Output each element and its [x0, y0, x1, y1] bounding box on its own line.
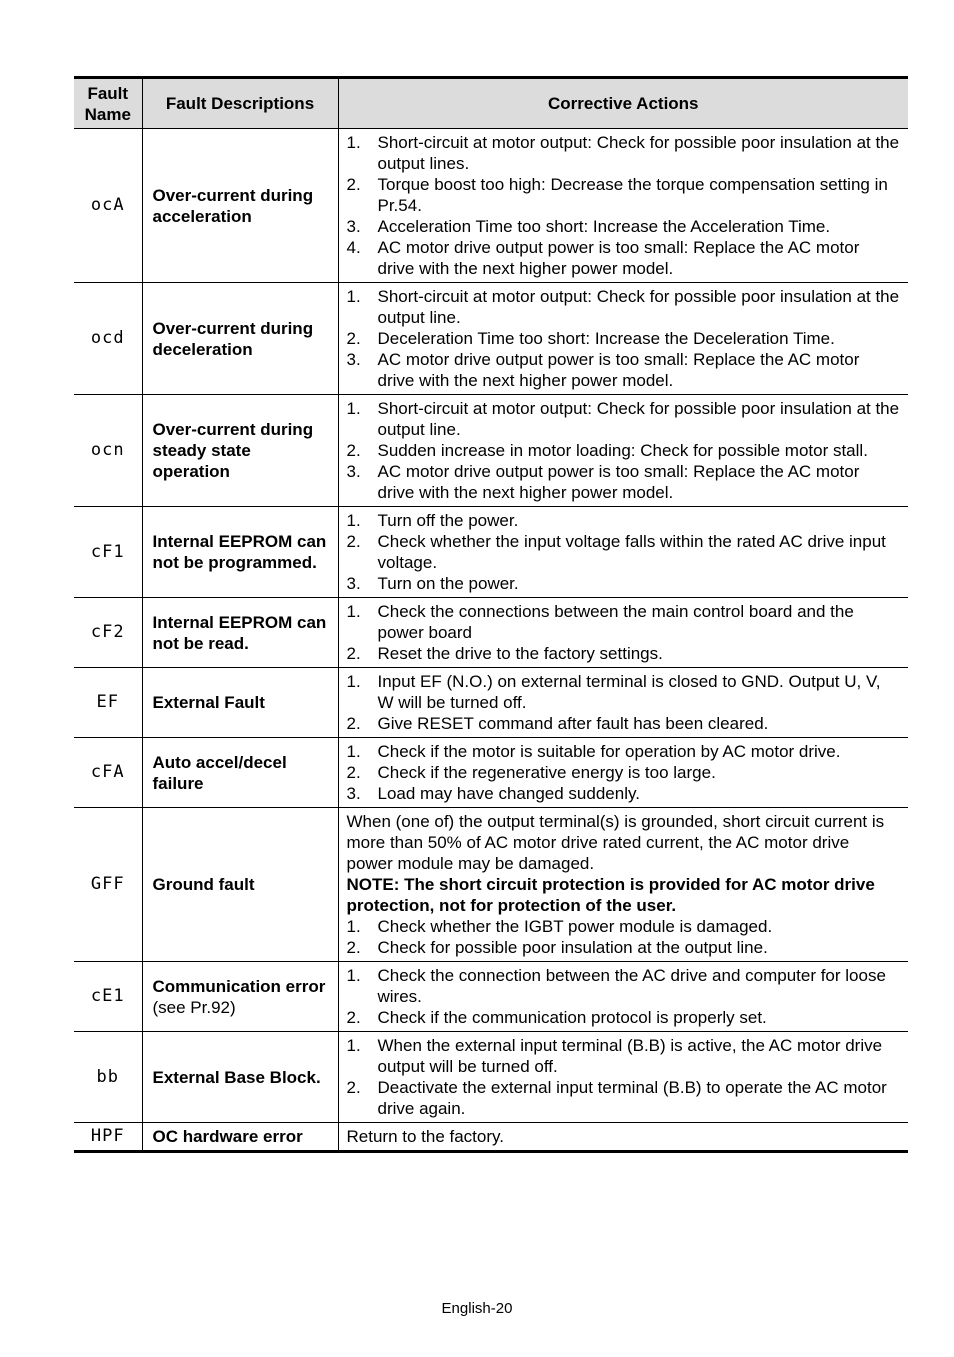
corrective-actions [338, 507, 908, 598]
fault-code: bb [74, 1032, 142, 1123]
action-number: 1. [346, 602, 361, 621]
corrective-actions [338, 962, 908, 1032]
fault-description [142, 808, 338, 962]
action-number: 3. [346, 784, 361, 803]
action-text: Check the connections between the main control board and the power board [377, 602, 854, 642]
fault-description-reference: (see Pr.92) [152, 997, 236, 1017]
action-number: 3. [346, 574, 361, 593]
fault-description-text: Over-current during acceleration [152, 185, 314, 226]
page-footer: English-20 [441, 1300, 513, 1317]
action-number: 2. [346, 1008, 361, 1027]
action-paragraph: When (one of) the output terminal(s) is grounded, short circuit current is more than 50% of AC motor drive rated current, the AC motor drive power module may be damaged. [346, 812, 885, 873]
action-number: 1. [346, 399, 361, 418]
action-text: Check whether the input voltage falls within the rated AC drive input voltage. [377, 532, 886, 572]
action-item [347, 1035, 901, 1077]
action-item [347, 237, 901, 279]
action-number: 1. [346, 672, 361, 691]
corrective-actions [338, 283, 908, 395]
action-number: 2. [346, 441, 361, 460]
fault-description [142, 129, 338, 283]
action-text: Check whether the IGBT power module is damaged. [377, 917, 773, 936]
action-number: 3. [346, 462, 361, 481]
fault-table [74, 76, 908, 1153]
fault-description-text: Internal EEPROM can not be read. [152, 612, 327, 653]
action-text: Give RESET command after fault has been cleared. [377, 714, 769, 733]
header-row [74, 78, 908, 129]
action-text: Short-circuit at motor output: Check for possible poor insulation at the output line. [377, 287, 900, 327]
action-item [347, 174, 901, 216]
action-text: Reset the drive to the factory settings. [377, 644, 663, 663]
fault-description-text: OC hardware error [152, 1127, 303, 1146]
action-number: 2. [346, 532, 361, 551]
action-item [347, 783, 901, 804]
fault-row [74, 738, 908, 808]
fault-description-text: Over-current during deceleration [152, 318, 314, 359]
action-item [347, 398, 901, 440]
fault-row [74, 808, 908, 962]
action-item [347, 762, 901, 783]
action-item [347, 216, 901, 237]
action-text: Deceleration Time too short: Increase the Deceleration Time. [377, 329, 835, 348]
header-corrective-actions: Corrective Actions [338, 78, 908, 129]
action-text: AC motor drive output power is too small: Replace the AC motor drive with the next higher power model. [377, 462, 860, 502]
action-number: 2. [346, 1078, 361, 1097]
fault-row [74, 1123, 908, 1152]
action-item [347, 1077, 901, 1119]
fault-code: EF [74, 668, 142, 738]
corrective-actions [338, 668, 908, 738]
fault-description-text: Ground fault [152, 875, 255, 894]
fault-row [74, 395, 908, 507]
fault-description-text: Over-current during steady state operation [152, 420, 314, 481]
fault-row [74, 507, 908, 598]
action-number: 2. [346, 938, 361, 957]
action-text: Check the connection between the AC drive and computer for loose wires. [377, 966, 886, 1006]
action-note: NOTE: The short circuit protection is provided for AC motor drive protection, not for protection of the user. [346, 875, 875, 915]
fault-code: GFF [74, 808, 142, 962]
action-number: 2. [346, 714, 361, 733]
fault-description-text: External Fault [152, 693, 265, 712]
fault-row [74, 962, 908, 1032]
action-number: 3. [346, 350, 361, 369]
header-fault-name: Fault Name [74, 78, 142, 129]
fault-description-text: Internal EEPROM can not be programmed. [152, 532, 327, 572]
action-item [347, 741, 901, 762]
action-item [347, 328, 901, 349]
action-item [347, 713, 901, 734]
fault-description-text: Communication error [152, 976, 326, 996]
fault-description [142, 738, 338, 808]
action-item [347, 937, 901, 958]
action-number: 1. [346, 966, 361, 985]
action-number: 1. [346, 1036, 361, 1055]
fault-row [74, 129, 908, 283]
action-text: Acceleration Time too short: Increase the Acceleration Time. [377, 217, 831, 236]
header-fault-descriptions: Fault Descriptions [142, 78, 338, 129]
action-item [347, 671, 901, 713]
action-number: 2. [346, 329, 361, 348]
action-item [347, 461, 901, 503]
corrective-actions [338, 1123, 908, 1152]
action-text: AC motor drive output power is too small: Replace the AC motor drive with the next higher power model. [377, 350, 860, 390]
fault-description-text: Auto accel/decel failure [152, 752, 287, 793]
action-number: 1. [346, 133, 361, 152]
action-number: 1. [346, 917, 361, 936]
action-item [347, 531, 901, 573]
fault-code: cE1 [74, 962, 142, 1032]
fault-code: cF2 [74, 598, 142, 668]
fault-description [142, 962, 338, 1032]
action-text: Deactivate the external input terminal (B.B) to operate the AC motor drive again. [377, 1078, 887, 1118]
action-text: Turn off the power. [377, 511, 519, 530]
action-number: 4. [346, 238, 361, 257]
fault-description [142, 1123, 338, 1152]
corrective-actions [338, 598, 908, 668]
fault-table-body [74, 78, 908, 1152]
fault-description [142, 598, 338, 668]
action-text: Short-circuit at motor output: Check for possible poor insulation at the output line. [377, 399, 900, 439]
action-text: Check if the motor is suitable for operation by AC motor drive. [377, 742, 841, 761]
action-item [347, 132, 901, 174]
corrective-actions [338, 738, 908, 808]
action-text: Load may have changed suddenly. [377, 784, 640, 803]
fault-code: HPF [74, 1123, 142, 1152]
action-item [347, 286, 901, 328]
action-number: 2. [346, 175, 361, 194]
action-item [347, 440, 901, 461]
action-number: 1. [346, 511, 361, 530]
action-text: Short-circuit at motor output: Check for possible poor insulation at the output lines. [377, 133, 900, 173]
corrective-actions [338, 808, 908, 962]
action-text: Torque boost too high: Decrease the torque compensation setting in Pr.54. [377, 175, 888, 215]
fault-description [142, 283, 338, 395]
fault-code: cFA [74, 738, 142, 808]
action-item [347, 916, 901, 937]
fault-description [142, 668, 338, 738]
fault-code: ocd [74, 283, 142, 395]
corrective-actions [338, 395, 908, 507]
action-item [347, 1007, 901, 1028]
fault-description [142, 395, 338, 507]
action-item [347, 510, 901, 531]
fault-row [74, 283, 908, 395]
corrective-actions [338, 129, 908, 283]
fault-code: ocn [74, 395, 142, 507]
action-text: Check if the communication protocol is properly set. [377, 1008, 767, 1027]
fault-row [74, 668, 908, 738]
fault-code: cF1 [74, 507, 142, 598]
action-number: 3. [346, 217, 361, 236]
action-text: Sudden increase in motor loading: Check for possible motor stall. [377, 441, 868, 460]
action-item [347, 601, 901, 643]
fault-description [142, 1032, 338, 1123]
action-item [347, 573, 901, 594]
fault-row [74, 598, 908, 668]
action-text: Check if the regenerative energy is too large. [377, 763, 716, 782]
action-number: 1. [346, 742, 361, 761]
action-item [347, 349, 901, 391]
fault-description-text: External Base Block. [152, 1067, 321, 1087]
action-number: 1. [346, 287, 361, 306]
corrective-actions [338, 1032, 908, 1123]
action-text: When the external input terminal (B.B) is active, the AC motor drive output will be turned off. [377, 1036, 883, 1076]
action-text: Input EF (N.O.) on external terminal is closed to GND. Output U, V, W will be turned off. [377, 672, 881, 712]
action-text: AC motor drive output power is too small: Replace the AC motor drive with the next higher power model. [377, 238, 860, 278]
fault-description [142, 507, 338, 598]
action-item [347, 965, 901, 1007]
action-number: 2. [346, 644, 361, 663]
action-text: Turn on the power. [377, 574, 519, 593]
action-text: Check for possible poor insulation at the output line. [377, 938, 768, 957]
action-paragraph: Return to the factory. [346, 1127, 504, 1146]
fault-row [74, 1032, 908, 1123]
fault-code: ocA [74, 129, 142, 283]
action-number: 2. [346, 763, 361, 782]
action-item [347, 643, 901, 664]
